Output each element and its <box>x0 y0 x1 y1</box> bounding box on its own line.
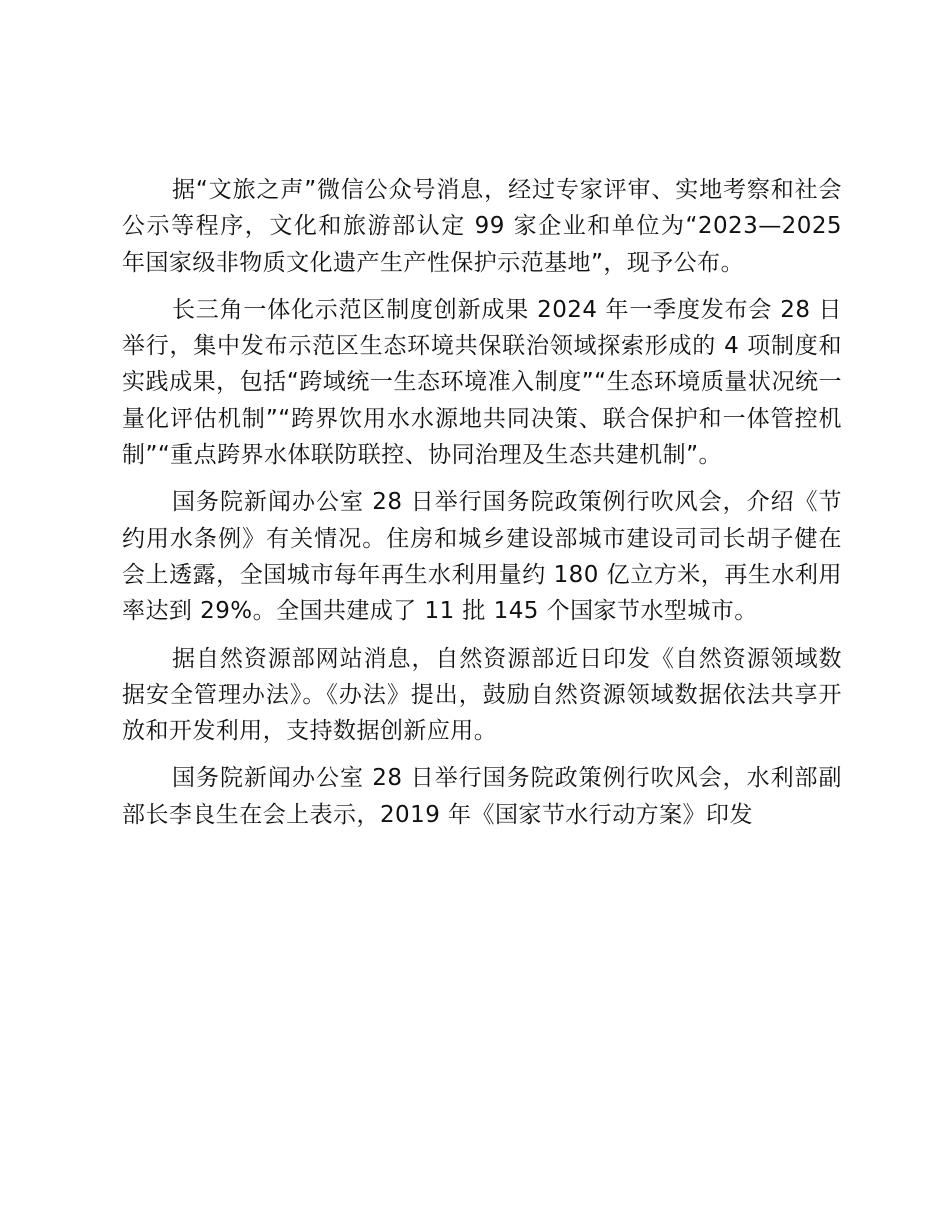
paragraph-water-conservation-regulation: 国务院新闻办公室 28 日举行国务院政策例行吹风会，介绍《节约用水条例》有关情况。住房和城乡建设部城市建设司司长胡子健在会上透露，全国城市每年再生水利用量约 180 亿立方米，再生水利用率达到 29%。全国共建成了 11 批 145 个国家节水型城市。 <box>122 489 842 625</box>
paragraph-intangible-heritage-bases: 据“文旅之声”微信公众号消息，经过专家评审、实地考察和社会公示等程序，文化和旅游部认定 99 家企业和单位为“2023—2025 年国家级非物质文化遗产生产性保护示范基地”，现予公布。 <box>122 177 842 276</box>
paragraph-yangtze-delta-demo-zone: 长三角一体化示范区制度创新成果 2024 年一季度发布会 28 日举行，集中发布示范区生态环境共保联治领域探索形成的 4 项制度和实践成果，包括“跨域统一生态环境准入制度”“生态环境质量状况统一量化评估机制”“跨界饮用水水源地共同决策、联合保护和一体管控机制”“重点跨界水体联防联控、协同治理及生态共建机制”。 <box>122 296 842 469</box>
paragraph-national-water-saving-plan: 国务院新闻办公室 28 日举行国务院政策例行吹风会，水利部副部长李良生在会上表示，2019 年《国家节水行动方案》印发 <box>122 765 842 828</box>
document-body <box>122 172 842 844</box>
paragraph-natural-resources-data-security: 据自然资源部网站消息，自然资源部近日印发《自然资源领域数据安全管理办法》。《办法》提出，鼓励自然资源领域数据依法共享开放和开发利用，支持数据创新应用。 <box>122 645 842 745</box>
